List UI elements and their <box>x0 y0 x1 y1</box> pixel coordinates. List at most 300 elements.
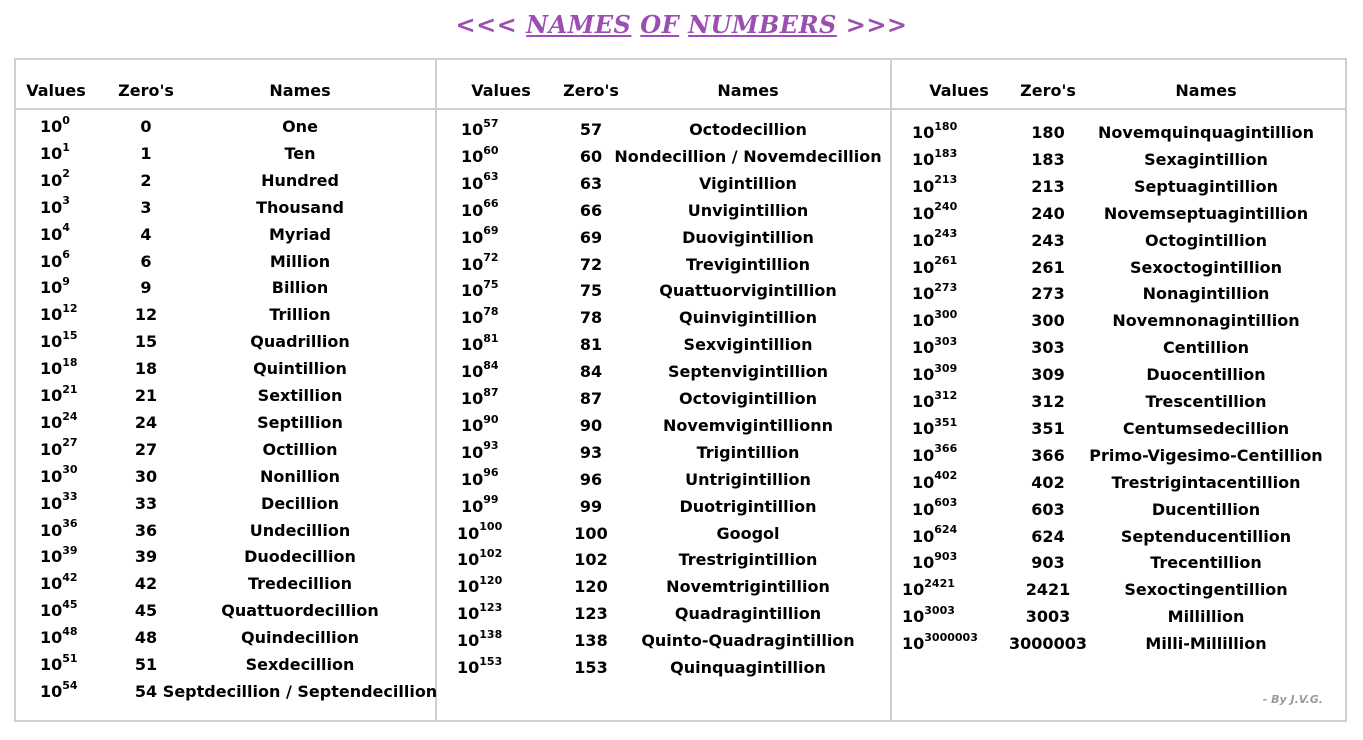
name-cell: Billion <box>271 278 329 298</box>
name-cell: Undecillion <box>249 520 351 540</box>
value-cell <box>912 307 958 331</box>
zeros-cell: 402 <box>1031 472 1065 492</box>
value-cell <box>912 415 958 438</box>
zeros-cell: 243 <box>1031 230 1065 250</box>
value-base: 10 <box>912 392 935 411</box>
value-base: 10 <box>912 338 935 358</box>
name-cell: Duodecillion <box>244 547 356 567</box>
value-cell <box>912 388 958 411</box>
table-row <box>437 573 890 604</box>
value-exponent: 213 <box>934 173 958 187</box>
value-cell <box>912 523 958 546</box>
header-values: Values <box>929 81 989 100</box>
value-base: 10 <box>912 526 935 546</box>
zeros-cell: 9 <box>140 278 152 298</box>
numbers-panel-3 <box>892 58 1347 722</box>
value-cell <box>40 490 78 513</box>
value-base: 10 <box>40 493 63 513</box>
name-cell: Novemquinquagintillion <box>1098 123 1314 142</box>
name-cell: Sexagintillion <box>1144 149 1268 169</box>
value-cell <box>461 224 499 247</box>
value-cell <box>40 409 78 432</box>
value-base: 10 <box>912 149 935 169</box>
value-exponent: 39 <box>62 544 78 558</box>
zeros-cell: 240 <box>1031 203 1065 223</box>
value-exponent: 312 <box>934 388 958 402</box>
zeros-cell: 603 <box>1031 499 1065 519</box>
zeros-cell: 303 <box>1031 338 1065 358</box>
table-row <box>16 140 435 171</box>
table-row <box>892 388 1345 419</box>
value-exponent: 309 <box>934 361 958 375</box>
table-row <box>892 254 1345 285</box>
value-base: 10 <box>912 230 935 250</box>
zeros-cell: 15 <box>134 332 158 352</box>
title-word-names: NAMES <box>526 10 632 39</box>
value-exponent: 66 <box>483 197 499 211</box>
value-cell <box>902 630 978 654</box>
value-base: 10 <box>40 520 63 540</box>
name-cell: Quattuorvigintillion <box>659 281 837 301</box>
value-exponent: 102 <box>479 547 503 561</box>
table-row <box>437 466 890 497</box>
table-row <box>437 358 890 389</box>
numbers-panel-1 <box>14 58 437 722</box>
value-cell <box>912 281 958 304</box>
value-exponent: 15 <box>62 328 78 342</box>
value-exponent: 3003 <box>924 603 955 617</box>
table-row <box>437 493 890 524</box>
table-row <box>16 597 435 628</box>
table-row <box>16 221 435 252</box>
name-cell: Octogintillion <box>1144 230 1268 250</box>
value-exponent: 2 <box>62 167 70 181</box>
name-cell: Primo-Vigesimo-Centillion <box>1089 445 1323 465</box>
name-cell: Centillion <box>1163 338 1249 358</box>
table-row <box>16 490 435 521</box>
table-row <box>16 382 435 413</box>
table-row <box>16 436 435 467</box>
value-cell <box>40 301 78 325</box>
table-row <box>892 415 1345 446</box>
value-cell <box>457 654 503 677</box>
zeros-cell: 90 <box>579 415 603 435</box>
table-row <box>16 678 438 709</box>
value-base: 10 <box>457 577 480 597</box>
header-zeros: Zero's <box>1020 81 1076 100</box>
value-exponent: 60 <box>483 143 499 157</box>
name-cell: One <box>282 117 318 136</box>
value-base: 10 <box>461 362 484 382</box>
zeros-cell: 903 <box>1031 553 1065 573</box>
value-cell <box>912 227 958 250</box>
value-exponent: 57 <box>483 116 499 130</box>
table-row <box>892 523 1345 554</box>
zeros-cell: 300 <box>1031 311 1065 331</box>
value-cell <box>902 576 955 600</box>
table-row <box>437 547 890 577</box>
value-exponent: 300 <box>934 307 958 321</box>
name-cell: Trevigintillion <box>685 254 811 274</box>
value-exponent: 69 <box>483 224 499 238</box>
value-cell <box>40 382 78 405</box>
value-base: 10 <box>40 466 63 486</box>
table-row <box>437 654 890 685</box>
value-base: 10 <box>40 628 63 648</box>
zeros-cell: 120 <box>574 577 608 597</box>
name-cell: Octovigintillion <box>679 389 817 408</box>
value-base: 10 <box>912 284 935 304</box>
zeros-cell: 18 <box>134 359 158 379</box>
name-cell: Septenvigintillion <box>668 362 828 382</box>
table-header <box>892 60 1345 110</box>
name-cell: Vigintillion <box>699 173 797 193</box>
value-cell <box>461 358 499 382</box>
name-cell: Million <box>269 251 331 271</box>
value-base: 10 <box>40 601 63 621</box>
table-row <box>892 630 1345 661</box>
zeros-cell: 102 <box>574 550 608 570</box>
name-cell: Trillion <box>269 305 331 325</box>
table-row <box>437 600 890 631</box>
name-cell: Novemnonagintillion <box>1112 311 1300 331</box>
table-row <box>892 227 1345 258</box>
zeros-cell: 36 <box>134 520 158 540</box>
table-row <box>437 251 890 282</box>
value-cell <box>912 119 958 142</box>
name-cell: Trigintillion <box>696 442 800 462</box>
zeros-cell: 54 <box>134 681 158 701</box>
name-cell: Decillion <box>261 493 339 513</box>
table-row <box>16 517 435 548</box>
value-base: 10 <box>461 254 484 274</box>
name-cell: Quadrillion <box>250 332 350 352</box>
value-exponent: 9 <box>62 275 70 289</box>
value-cell <box>461 331 499 355</box>
table-row <box>16 409 435 440</box>
value-cell <box>912 334 958 358</box>
value-base: 10 <box>902 634 925 654</box>
value-cell <box>912 442 958 465</box>
header-zeros: Zero's <box>563 81 619 100</box>
value-cell <box>902 603 955 627</box>
value-exponent: 261 <box>934 254 958 268</box>
name-cell: Quindecillion <box>241 628 359 648</box>
title-word-of: OF <box>640 10 680 39</box>
value-exponent: 180 <box>934 119 958 133</box>
table-row <box>892 576 1345 607</box>
value-base: 10 <box>457 550 480 570</box>
value-base: 10 <box>461 173 484 193</box>
name-cell: Trescentillion <box>1145 392 1267 411</box>
name-cell: Trecentillion <box>1150 553 1262 573</box>
name-cell: Quadragintillion <box>674 604 822 624</box>
table-row <box>437 278 890 308</box>
zeros-cell: 42 <box>134 574 158 594</box>
value-exponent: 18 <box>62 355 78 369</box>
value-exponent: 3000003 <box>924 630 978 644</box>
table-row <box>437 143 890 174</box>
value-exponent: 303 <box>934 334 958 348</box>
value-base: 10 <box>40 224 63 244</box>
name-cell: Googol <box>716 523 780 543</box>
value-cell <box>457 600 503 624</box>
name-cell: Centumsedecillion <box>1122 418 1290 438</box>
name-cell: Sexdecillion <box>245 655 355 674</box>
name-cell: Quintillion <box>253 359 347 379</box>
value-base: 10 <box>40 412 63 432</box>
name-cell: Duocentillion <box>1146 365 1266 385</box>
zeros-cell: 27 <box>134 439 158 459</box>
table-row <box>892 281 1345 311</box>
value-exponent: 78 <box>483 304 499 318</box>
zeros-cell: 3 <box>140 197 152 217</box>
value-base: 10 <box>40 655 63 674</box>
value-base: 10 <box>461 442 484 462</box>
zeros-cell: 2421 <box>1025 580 1071 600</box>
table-row <box>892 173 1345 204</box>
value-base: 10 <box>40 305 63 325</box>
value-base: 10 <box>912 472 935 492</box>
value-cell <box>912 469 958 492</box>
value-cell <box>912 496 958 519</box>
name-cell: Tredecillion <box>247 574 353 594</box>
zeros-cell: 51 <box>134 655 158 674</box>
table-row <box>16 544 435 574</box>
zeros-cell: 261 <box>1031 257 1065 277</box>
zeros-cell: 180 <box>1031 123 1065 142</box>
table-row <box>437 412 890 443</box>
value-cell <box>912 254 958 277</box>
table-row <box>16 113 435 144</box>
name-cell: Trestrigintillion <box>678 550 818 570</box>
value-cell <box>457 520 503 543</box>
value-base: 10 <box>461 308 484 328</box>
header-names: Names <box>269 81 331 100</box>
value-exponent: 273 <box>934 281 958 295</box>
value-exponent: 6 <box>62 248 70 262</box>
value-cell <box>40 624 78 648</box>
value-base: 10 <box>40 359 63 379</box>
table-row <box>437 116 890 147</box>
value-cell <box>461 304 499 328</box>
value-exponent: 120 <box>479 573 503 587</box>
value-cell <box>461 466 499 489</box>
table-row <box>892 442 1345 473</box>
header-names: Names <box>717 81 779 100</box>
name-cell: Quattuordecillion <box>221 601 379 621</box>
zeros-cell: 96 <box>579 469 603 489</box>
value-exponent: 93 <box>483 439 499 453</box>
value-cell <box>40 140 70 163</box>
table-row <box>16 275 435 305</box>
value-exponent: 51 <box>62 651 78 665</box>
table-row <box>892 334 1345 365</box>
value-base: 10 <box>461 200 484 220</box>
header-names: Names <box>1175 81 1237 100</box>
zeros-cell: 4 <box>140 224 152 244</box>
zeros-cell: 366 <box>1031 445 1065 465</box>
value-base: 10 <box>912 365 935 385</box>
value-cell <box>40 167 70 190</box>
zeros-cell: 2 <box>140 170 152 190</box>
name-cell: Sexvigintillion <box>683 335 813 355</box>
title-prefix: <<< <box>455 10 527 39</box>
name-cell: Sexoctingentillion <box>1124 580 1288 600</box>
zeros-cell: 624 <box>1031 526 1065 546</box>
table-row <box>16 463 435 494</box>
name-cell: Quinvigintillion <box>678 308 818 328</box>
value-cell <box>461 278 499 301</box>
zeros-cell: 84 <box>579 362 603 382</box>
value-cell <box>461 385 499 408</box>
value-exponent: 603 <box>934 496 958 510</box>
value-base: 10 <box>461 335 484 355</box>
zeros-cell: 39 <box>134 547 158 567</box>
value-exponent: 138 <box>479 627 503 641</box>
value-cell <box>40 651 78 674</box>
name-cell: Septenducentillion <box>1120 526 1292 546</box>
value-cell <box>461 170 499 193</box>
value-exponent: 903 <box>934 550 958 564</box>
value-cell <box>40 275 70 298</box>
value-base: 10 <box>912 176 935 196</box>
value-cell <box>40 597 78 621</box>
name-cell: Nondecillion / Novemdecillion <box>614 146 882 166</box>
zeros-cell: 78 <box>579 308 603 328</box>
value-cell <box>461 143 499 166</box>
value-base: 10 <box>457 658 480 677</box>
zeros-cell: 213 <box>1031 176 1065 196</box>
value-base: 10 <box>40 251 63 271</box>
table-header <box>16 60 435 110</box>
name-cell: Nonagintillion <box>1142 284 1270 304</box>
page-title <box>0 10 1363 39</box>
value-cell <box>40 463 78 486</box>
table-row <box>892 496 1345 527</box>
zeros-cell: 21 <box>134 386 158 405</box>
zeros-cell: 309 <box>1031 365 1065 385</box>
value-exponent: 3 <box>62 194 70 208</box>
numbers-panel-2 <box>437 58 892 722</box>
zeros-cell: 138 <box>574 631 608 651</box>
value-cell <box>40 570 78 594</box>
value-exponent: 366 <box>934 442 958 456</box>
value-base: 10 <box>457 523 480 543</box>
value-base: 10 <box>461 415 484 435</box>
name-cell: Hundred <box>261 170 339 190</box>
name-cell: Octodecillion <box>689 120 807 139</box>
table-row <box>437 224 890 255</box>
name-cell: Unvigintillion <box>687 200 809 220</box>
name-cell: Sexoctogintillion <box>1129 257 1283 277</box>
table-row <box>892 550 1345 580</box>
value-base: 10 <box>912 553 935 573</box>
value-cell <box>912 173 958 196</box>
name-cell: Milli-Millillion <box>1145 634 1267 654</box>
table-row <box>892 146 1345 177</box>
value-base: 10 <box>902 607 925 627</box>
value-base: 10 <box>461 227 484 247</box>
name-cell: Septuagintillion <box>1134 176 1278 196</box>
value-exponent: 96 <box>483 466 499 480</box>
name-cell: Duovigintillion <box>682 227 814 247</box>
table-row <box>16 328 435 359</box>
value-base: 10 <box>40 197 63 217</box>
value-exponent: 84 <box>483 358 499 372</box>
name-cell: Novemtrigintillion <box>666 577 830 597</box>
value-base: 10 <box>40 574 63 594</box>
table-row <box>892 307 1345 338</box>
value-cell <box>461 251 499 274</box>
value-exponent: 75 <box>483 278 499 292</box>
value-exponent: 45 <box>62 597 78 611</box>
value-exponent: 30 <box>62 463 78 477</box>
value-exponent: 90 <box>483 412 499 426</box>
name-cell: Thousand <box>256 197 344 217</box>
value-exponent: 1 <box>62 140 70 154</box>
table-row <box>437 385 890 416</box>
zeros-cell: 33 <box>134 493 158 513</box>
value-exponent: 33 <box>62 490 78 504</box>
value-base: 10 <box>902 580 925 600</box>
value-cell <box>40 678 78 701</box>
value-cell <box>40 113 70 136</box>
value-exponent: 12 <box>62 301 78 315</box>
zeros-cell: 45 <box>134 601 158 621</box>
zeros-cell: 60 <box>579 146 603 166</box>
table-row <box>892 200 1345 231</box>
name-cell: Novemseptuagintillion <box>1103 203 1309 223</box>
value-base: 10 <box>912 445 935 465</box>
value-exponent: 2421 <box>924 576 955 590</box>
name-cell: Quinquagintillion <box>670 658 826 677</box>
name-cell: Duotrigintillion <box>679 496 817 516</box>
value-exponent: 72 <box>483 251 499 265</box>
value-cell <box>457 547 503 570</box>
zeros-cell: 0 <box>140 117 152 136</box>
zeros-cell: 100 <box>574 523 608 543</box>
value-cell <box>40 517 78 540</box>
value-base: 10 <box>457 604 480 624</box>
zeros-cell: 123 <box>574 604 608 624</box>
zeros-cell: 24 <box>134 412 158 432</box>
zeros-cell: 66 <box>579 200 603 220</box>
table-row <box>437 331 890 362</box>
author-signature: - By J.V.G. <box>1262 693 1323 706</box>
value-base: 10 <box>912 311 935 331</box>
value-exponent: 183 <box>934 146 958 160</box>
value-exponent: 351 <box>934 415 958 429</box>
value-exponent: 4 <box>62 221 70 235</box>
value-base: 10 <box>457 631 480 651</box>
value-base: 10 <box>912 499 935 519</box>
zeros-cell: 6 <box>140 251 152 271</box>
value-exponent: 0 <box>62 113 70 127</box>
zeros-cell: 30 <box>134 466 158 486</box>
name-cell: Myriad <box>269 224 331 244</box>
name-cell: Septillion <box>257 412 343 432</box>
value-cell <box>912 361 958 385</box>
value-base: 10 <box>40 170 63 190</box>
value-exponent: 81 <box>483 331 499 345</box>
zeros-cell: 81 <box>579 335 603 355</box>
zeros-cell: 153 <box>574 658 608 677</box>
table-row <box>437 439 890 470</box>
value-base: 10 <box>461 146 484 166</box>
table-row <box>16 624 435 655</box>
name-cell: Octillion <box>262 439 338 459</box>
